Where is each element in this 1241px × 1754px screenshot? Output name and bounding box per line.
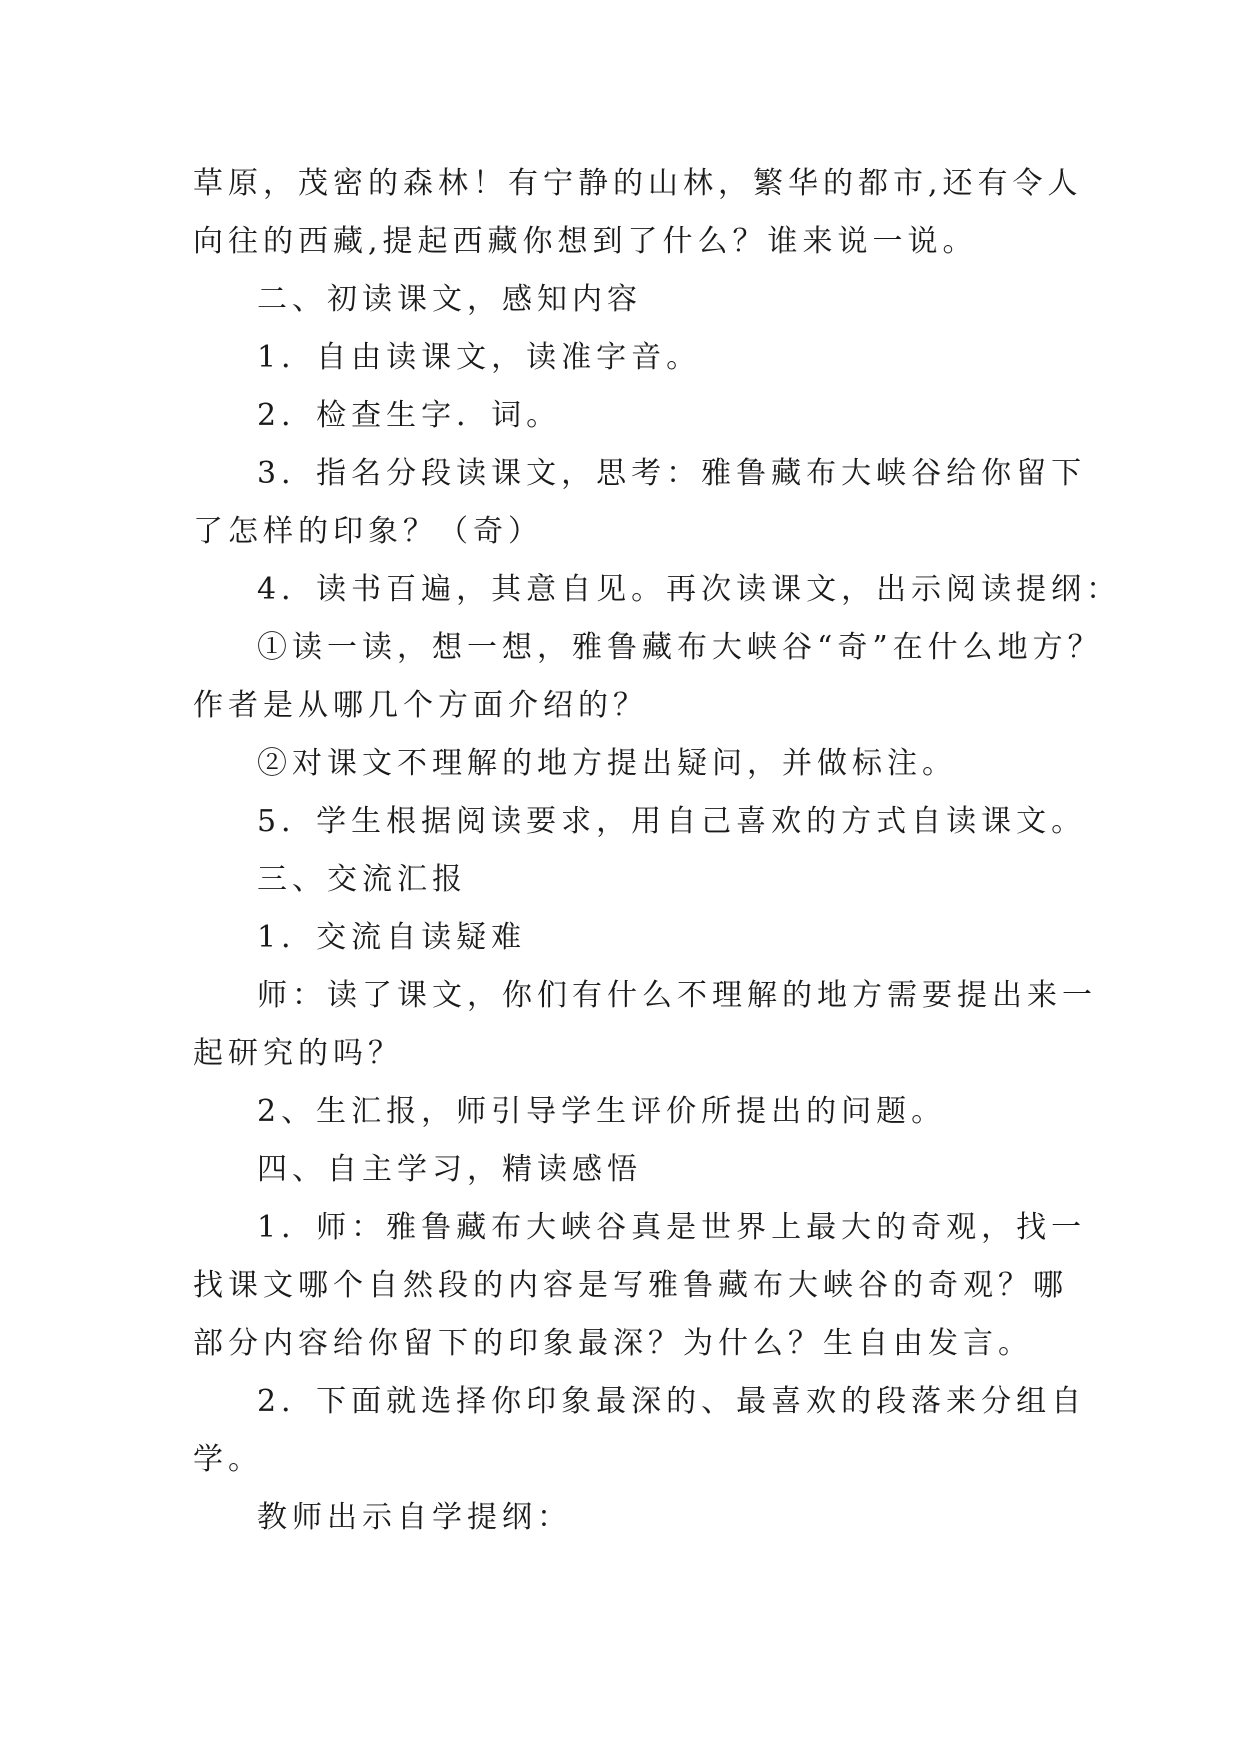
text-line: 教师出示自学提纲： — [257, 1500, 572, 1535]
text-line: 2、生汇报，师引导学生评价所提出的问题。 — [257, 1094, 947, 1129]
text-line: 师：读了课文，你们有什么不理解的地方需要提出来一 — [257, 978, 1097, 1013]
text-line: 找课文哪个自然段的内容是写雅鲁藏布大峡谷的奇观？哪 — [193, 1268, 1068, 1303]
text-line: 1．师：雅鲁藏布大峡谷真是世界上最大的奇观，找一 — [257, 1210, 1087, 1245]
text-line: 2．下面就选择你印象最深的、最喜欢的段落来分组自 — [257, 1384, 1087, 1419]
text-line: 1．自由读课文，读准字音。 — [257, 340, 702, 375]
text-line: 5．学生根据阅读要求，用自己喜欢的方式自读课文。 — [257, 804, 1087, 839]
text-line: 作者是从哪几个方面介绍的？ — [193, 688, 648, 723]
text-line: 向往的西藏,提起西藏你想到了什么？谁来说一说。 — [193, 224, 978, 259]
text-line: ②对课文不理解的地方提出疑问，并做标注。 — [257, 746, 957, 781]
text-line: 3．指名分段读课文，思考：雅鲁藏布大峡谷给你留下 — [257, 456, 1087, 491]
text-line: ①读一读，想一想，雅鲁藏布大峡谷“奇”在什么地方？ — [257, 630, 1103, 665]
text-line: 草原，茂密的森林！有宁静的山林，繁华的都市,还有令人 — [193, 166, 1083, 201]
text-line: 起研究的吗？ — [193, 1036, 403, 1071]
text-line: 二、初读课文，感知内容 — [257, 282, 642, 317]
text-line: 部分内容给你留下的印象最深？为什么？生自由发言。 — [193, 1326, 1033, 1361]
text-line: 三、交流汇报 — [257, 862, 467, 897]
text-line: 1．交流自读疑难 — [257, 920, 527, 955]
text-line: 学。 — [193, 1442, 263, 1477]
text-line: 4．读书百遍，其意自见。再次读课文，出示阅读提纲： — [257, 572, 1122, 607]
text-line: 2．检查生字．词。 — [257, 398, 562, 433]
text-line: 四、自主学习，精读感悟 — [257, 1152, 642, 1187]
text-line: 了怎样的印象？（奇） — [193, 514, 543, 549]
document-body — [193, 155, 1122, 1547]
